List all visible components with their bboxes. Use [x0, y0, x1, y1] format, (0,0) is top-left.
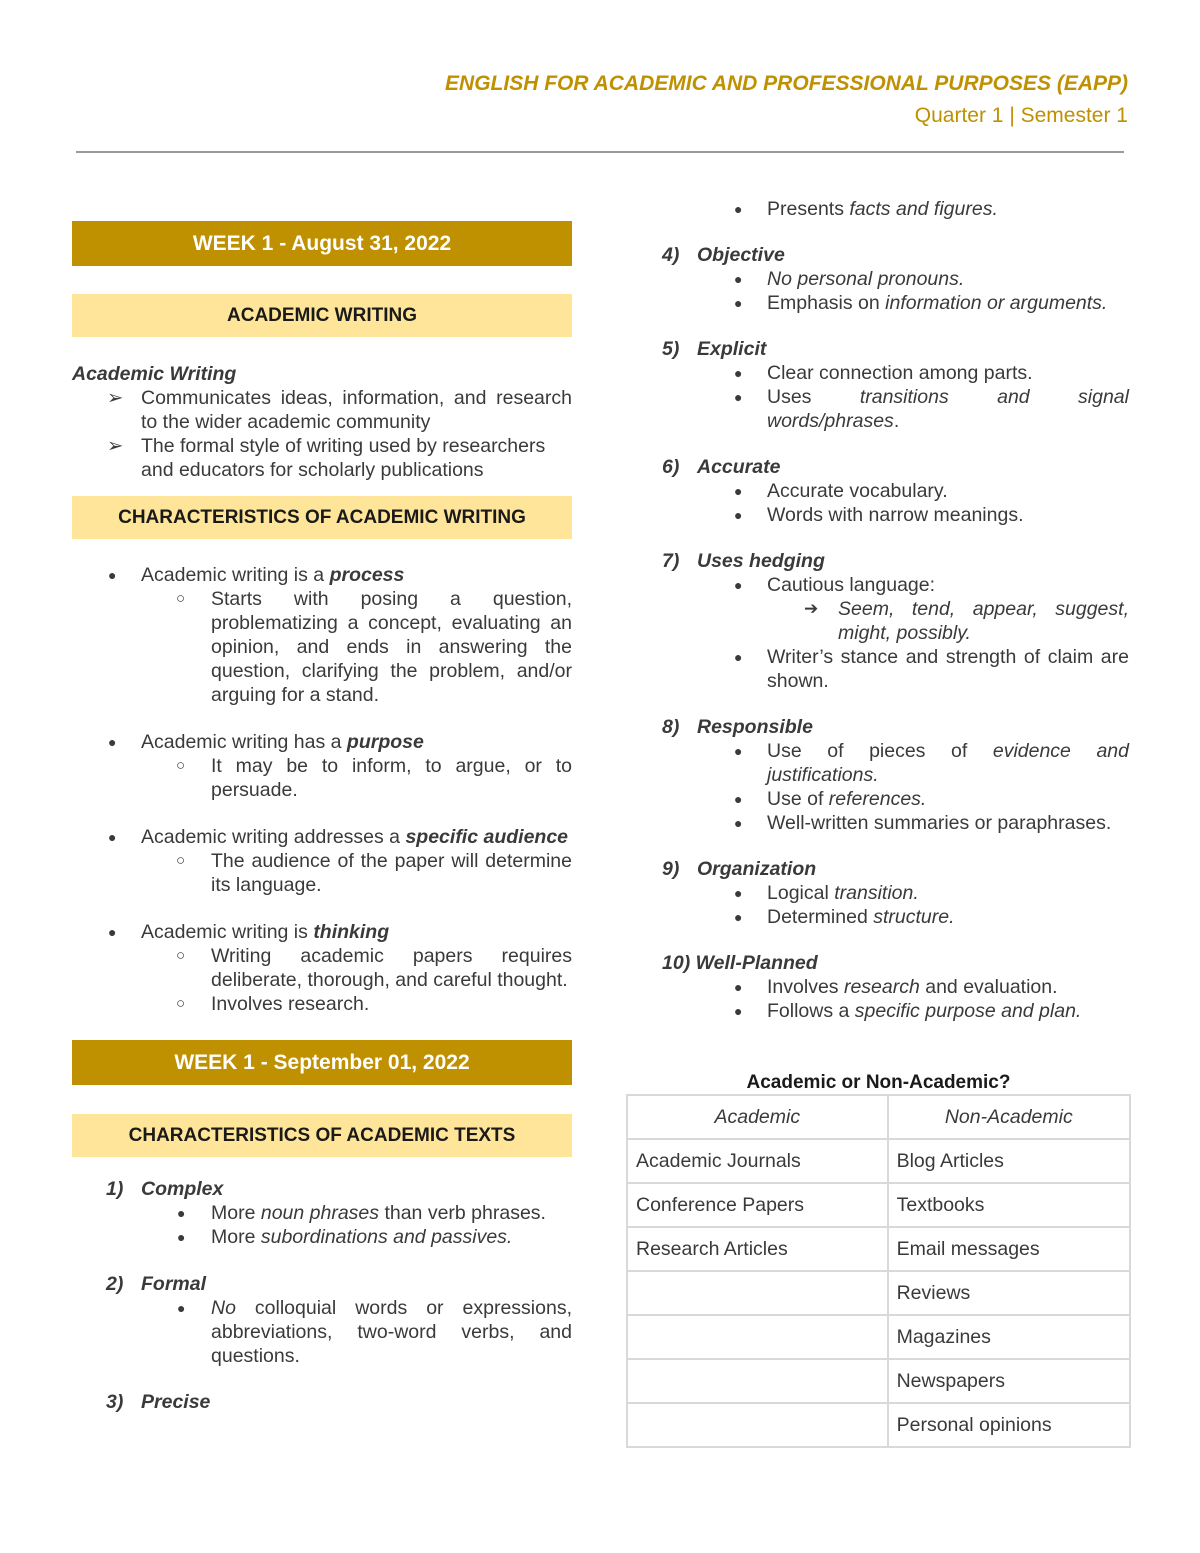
- definition-item: [72, 434, 572, 482]
- item-number: 10): [662, 952, 691, 974]
- disc-bullet-icon: ●: [108, 734, 117, 750]
- hollow-circle-bullet-icon: ○: [176, 947, 186, 964]
- section-heading-characteristics-texts: CHARACTERISTICS OF ACADEMIC TEXTS: [72, 1114, 572, 1157]
- text-characteristic-detail: [662, 267, 1129, 291]
- table-cell: [627, 1271, 888, 1315]
- text-characteristic-detail: [72, 1225, 572, 1249]
- definition-item: [72, 386, 572, 434]
- table-cell: Blog Articles: [888, 1139, 1130, 1183]
- characteristic-detail: [72, 849, 572, 897]
- academic-nonacademic-table: [626, 1094, 1131, 1448]
- text-characteristic-heading: [72, 1177, 572, 1201]
- detail-text: Accurate vocabulary.: [767, 480, 948, 502]
- detail-text: Starts with posing a question, problematizing a concept, evaluating an opinion, and ends in answering the question, clarifying the problem, and/or arguing for a stand.: [211, 588, 572, 706]
- table-header-cell: Academic: [627, 1095, 888, 1139]
- detail-emphasis: transition.: [834, 882, 919, 904]
- text-characteristic-detail: [662, 881, 1129, 905]
- header-divider: [76, 151, 1124, 153]
- table-cell: Conference Papers: [627, 1183, 888, 1227]
- detail-text: Clear connection among parts.: [767, 362, 1033, 384]
- table-cell: Personal opinions: [888, 1403, 1130, 1447]
- arrowhead-bullet-icon: ➢: [107, 387, 124, 409]
- disc-bullet-icon: ●: [734, 979, 743, 995]
- disc-bullet-icon: ●: [734, 201, 743, 217]
- characteristic-detail: [72, 754, 572, 802]
- item-number: 4): [662, 244, 680, 266]
- detail-emphasis: subordinations and passives.: [260, 1226, 513, 1248]
- item-name: Precise: [141, 1391, 211, 1413]
- item-name: Responsible: [697, 716, 813, 738]
- hollow-circle-bullet-icon: ○: [176, 757, 186, 774]
- right-arrow-icon: ➔: [804, 599, 819, 618]
- characteristic-item: [72, 730, 572, 754]
- disc-bullet-icon: ●: [734, 791, 743, 807]
- table-row: [627, 1227, 1130, 1271]
- detail-text: and evaluation.: [919, 976, 1058, 998]
- detail-text: Use of pieces of: [767, 740, 993, 762]
- detail-emphasis: facts and figures.: [849, 198, 998, 220]
- detail-text: Writer’s stance and strength of claim are shown.: [767, 646, 1129, 692]
- table-row: [627, 1271, 1130, 1315]
- table-cell: [627, 1315, 888, 1359]
- detail-emphasis: structure.: [873, 906, 955, 928]
- disc-bullet-icon: ●: [177, 1300, 186, 1316]
- disc-bullet-icon: ●: [734, 577, 743, 593]
- detail-text: than verb phrases.: [379, 1202, 546, 1224]
- item-name: Formal: [141, 1273, 207, 1295]
- item-number: 3): [106, 1391, 124, 1413]
- detail-text: colloquial words or expressions, abbreviations, two-word verbs, and questions.: [211, 1297, 572, 1367]
- table-cell: Reviews: [888, 1271, 1130, 1315]
- text-characteristic-heading: [662, 549, 1129, 573]
- disc-bullet-icon: ●: [734, 483, 743, 499]
- characteristic-keyword: process: [329, 564, 405, 586]
- definition-text: Communicates ideas, information, and research to the wider academic community: [141, 387, 572, 433]
- characteristic-detail: [72, 944, 572, 992]
- text-characteristic-detail: [662, 975, 1129, 999]
- table-row: [627, 1183, 1130, 1227]
- disc-bullet-icon: ●: [734, 885, 743, 901]
- item-name: Explicit: [697, 338, 767, 360]
- text-characteristic-heading: [662, 715, 1129, 739]
- table-row: [627, 1139, 1130, 1183]
- week-banner: WEEK 1 - August 31, 2022: [72, 221, 572, 266]
- disc-bullet-icon: ●: [108, 567, 117, 583]
- text-characteristic-detail: [662, 573, 1129, 597]
- disc-bullet-icon: ●: [177, 1229, 186, 1245]
- table-row: [627, 1359, 1130, 1403]
- detail-text: Words with narrow meanings.: [767, 504, 1024, 526]
- item-name: Complex: [141, 1178, 224, 1200]
- text-characteristic-detail: [662, 811, 1129, 835]
- text-characteristic-detail: [662, 361, 1129, 385]
- characteristic-keyword: thinking: [313, 921, 390, 943]
- text-characteristic-heading: [662, 337, 1129, 361]
- detail-emphasis: Seem, tend, appear, suggest, might, possibly.: [838, 598, 1129, 644]
- detail-emphasis: references.: [828, 788, 927, 810]
- characteristic-item: [72, 825, 572, 849]
- right-column: [662, 197, 1129, 1023]
- item-name: Organization: [697, 858, 817, 880]
- detail-text: Well-written summaries or paraphrases.: [767, 812, 1112, 834]
- detail-emphasis: specific purpose and plan.: [854, 1000, 1082, 1022]
- item-name: Well-Planned: [695, 952, 818, 974]
- table-cell: Email messages: [888, 1227, 1130, 1271]
- text-characteristic-heading: [662, 243, 1129, 267]
- table-header-row: [627, 1095, 1130, 1139]
- text-characteristic-detail: [662, 197, 1129, 221]
- disc-bullet-icon: ●: [734, 649, 743, 665]
- text-characteristic-heading: [662, 951, 1129, 975]
- disc-bullet-icon: ●: [108, 829, 117, 845]
- disc-bullet-icon: ●: [108, 924, 117, 940]
- left-column: [72, 221, 572, 1414]
- characteristic-text: Academic writing is: [141, 921, 314, 943]
- hollow-circle-bullet-icon: ○: [176, 590, 186, 607]
- disc-bullet-icon: ●: [734, 743, 743, 759]
- text-characteristic-heading: [662, 857, 1129, 881]
- detail-emphasis: transitions and signal words/phrases: [767, 386, 1129, 432]
- detail-emphasis: noun phrases: [260, 1202, 380, 1224]
- text-characteristic-detail: [72, 1201, 572, 1225]
- table-cell: Academic Journals: [627, 1139, 888, 1183]
- characteristic-text: Academic writing is a: [141, 564, 330, 586]
- text-characteristic-subdetail: [662, 597, 1129, 645]
- detail-text: More: [211, 1202, 261, 1224]
- section-heading-characteristics-writing: CHARACTERISTICS OF ACADEMIC WRITING: [72, 496, 572, 539]
- detail-text: Emphasis on: [767, 292, 886, 314]
- characteristic-detail: [72, 992, 572, 1016]
- text-characteristic-detail: [662, 479, 1129, 503]
- item-number: 1): [106, 1178, 124, 1200]
- text-characteristic-detail: [662, 503, 1129, 527]
- detail-emphasis: research: [843, 976, 920, 998]
- table-cell: Magazines: [888, 1315, 1130, 1359]
- document-title: ENGLISH FOR ACADEMIC AND PROFESSIONAL PURPOSES (EAPP): [445, 72, 1128, 95]
- characteristic-text: Academic writing addresses a: [141, 826, 406, 848]
- document-subtitle: Quarter 1 | Semester 1: [914, 104, 1128, 127]
- hollow-circle-bullet-icon: ○: [176, 852, 186, 869]
- table-row: [627, 1315, 1130, 1359]
- characteristic-keyword: specific audience: [405, 826, 569, 848]
- detail-text: Determined: [767, 906, 874, 928]
- disc-bullet-icon: ●: [734, 507, 743, 523]
- hollow-circle-bullet-icon: ○: [176, 995, 186, 1012]
- item-number: 8): [662, 716, 680, 738]
- detail-text: More: [211, 1226, 261, 1248]
- detail-text: Presents: [767, 198, 850, 220]
- detail-emphasis: information or arguments.: [885, 292, 1108, 314]
- characteristic-item: [72, 920, 572, 944]
- characteristic-item: [72, 563, 572, 587]
- definition-text: The formal style of writing used by researchers and educators for scholarly publications: [141, 435, 546, 481]
- disc-bullet-icon: ●: [734, 295, 743, 311]
- detail-text: Uses: [767, 386, 860, 408]
- table-caption: Academic or Non-Academic?: [746, 1072, 1011, 1093]
- text-characteristic-detail: [662, 645, 1129, 693]
- text-characteristic-detail: [72, 1296, 572, 1368]
- text-characteristic-heading: [662, 455, 1129, 479]
- item-number: 7): [662, 550, 680, 572]
- text-characteristic-detail: [662, 385, 1129, 433]
- detail-text: Follows a: [767, 1000, 855, 1022]
- section-heading-academic-writing: ACADEMIC WRITING: [72, 294, 572, 337]
- item-number: 5): [662, 338, 680, 360]
- detail-text: Logical: [767, 882, 835, 904]
- week-banner: WEEK 1 - September 01, 2022: [72, 1040, 572, 1085]
- table-cell: Newspapers: [888, 1359, 1130, 1403]
- detail-text: Use of: [767, 788, 829, 810]
- detail-text: The audience of the paper will determine its language.: [211, 850, 572, 896]
- academic-writing-heading: Academic Writing: [72, 363, 237, 385]
- item-name: Accurate: [697, 456, 781, 478]
- disc-bullet-icon: ●: [734, 909, 743, 925]
- text-characteristic-heading: [72, 1272, 572, 1296]
- characteristic-keyword: purpose: [346, 731, 424, 753]
- detail-text: .: [893, 410, 900, 432]
- table-row: [627, 1403, 1130, 1447]
- table-cell: Textbooks: [888, 1183, 1130, 1227]
- item-number: 9): [662, 858, 680, 880]
- detail-text: It may be to inform, to argue, or to persuade.: [211, 755, 572, 801]
- item-name: Objective: [697, 244, 785, 266]
- detail-emphasis: No: [211, 1297, 236, 1319]
- disc-bullet-icon: ●: [734, 815, 743, 831]
- text-characteristic-detail: [662, 999, 1129, 1023]
- detail-emphasis: No personal pronouns.: [767, 268, 965, 290]
- disc-bullet-icon: ●: [734, 271, 743, 287]
- table-cell: Research Articles: [627, 1227, 888, 1271]
- detail-text: Involves research.: [211, 993, 370, 1015]
- detail-text: Writing academic papers requires deliberate, thorough, and careful thought.: [211, 945, 572, 991]
- detail-text: Cautious language:: [767, 574, 936, 596]
- text-characteristic-detail: [662, 787, 1129, 811]
- text-characteristic-heading: [72, 1390, 572, 1414]
- item-name: Uses hedging: [697, 550, 825, 572]
- disc-bullet-icon: ●: [734, 389, 743, 405]
- text-characteristic-detail: [662, 291, 1129, 315]
- text-characteristic-detail: [662, 739, 1129, 787]
- arrowhead-bullet-icon: ➢: [107, 435, 124, 457]
- detail-emphasis: evidence and justifications.: [767, 740, 1130, 786]
- table-header-cell: Non-Academic: [888, 1095, 1130, 1139]
- disc-bullet-icon: ●: [177, 1205, 186, 1221]
- table-cell: [627, 1403, 888, 1447]
- disc-bullet-icon: ●: [734, 1003, 743, 1019]
- characteristic-detail: [72, 587, 572, 707]
- characteristic-text: Academic writing has a: [141, 731, 347, 753]
- item-number: 6): [662, 456, 680, 478]
- detail-text: Involves: [767, 976, 844, 998]
- item-number: 2): [106, 1273, 124, 1295]
- table-cell: [627, 1359, 888, 1403]
- text-characteristic-detail: [662, 905, 1129, 929]
- disc-bullet-icon: ●: [734, 365, 743, 381]
